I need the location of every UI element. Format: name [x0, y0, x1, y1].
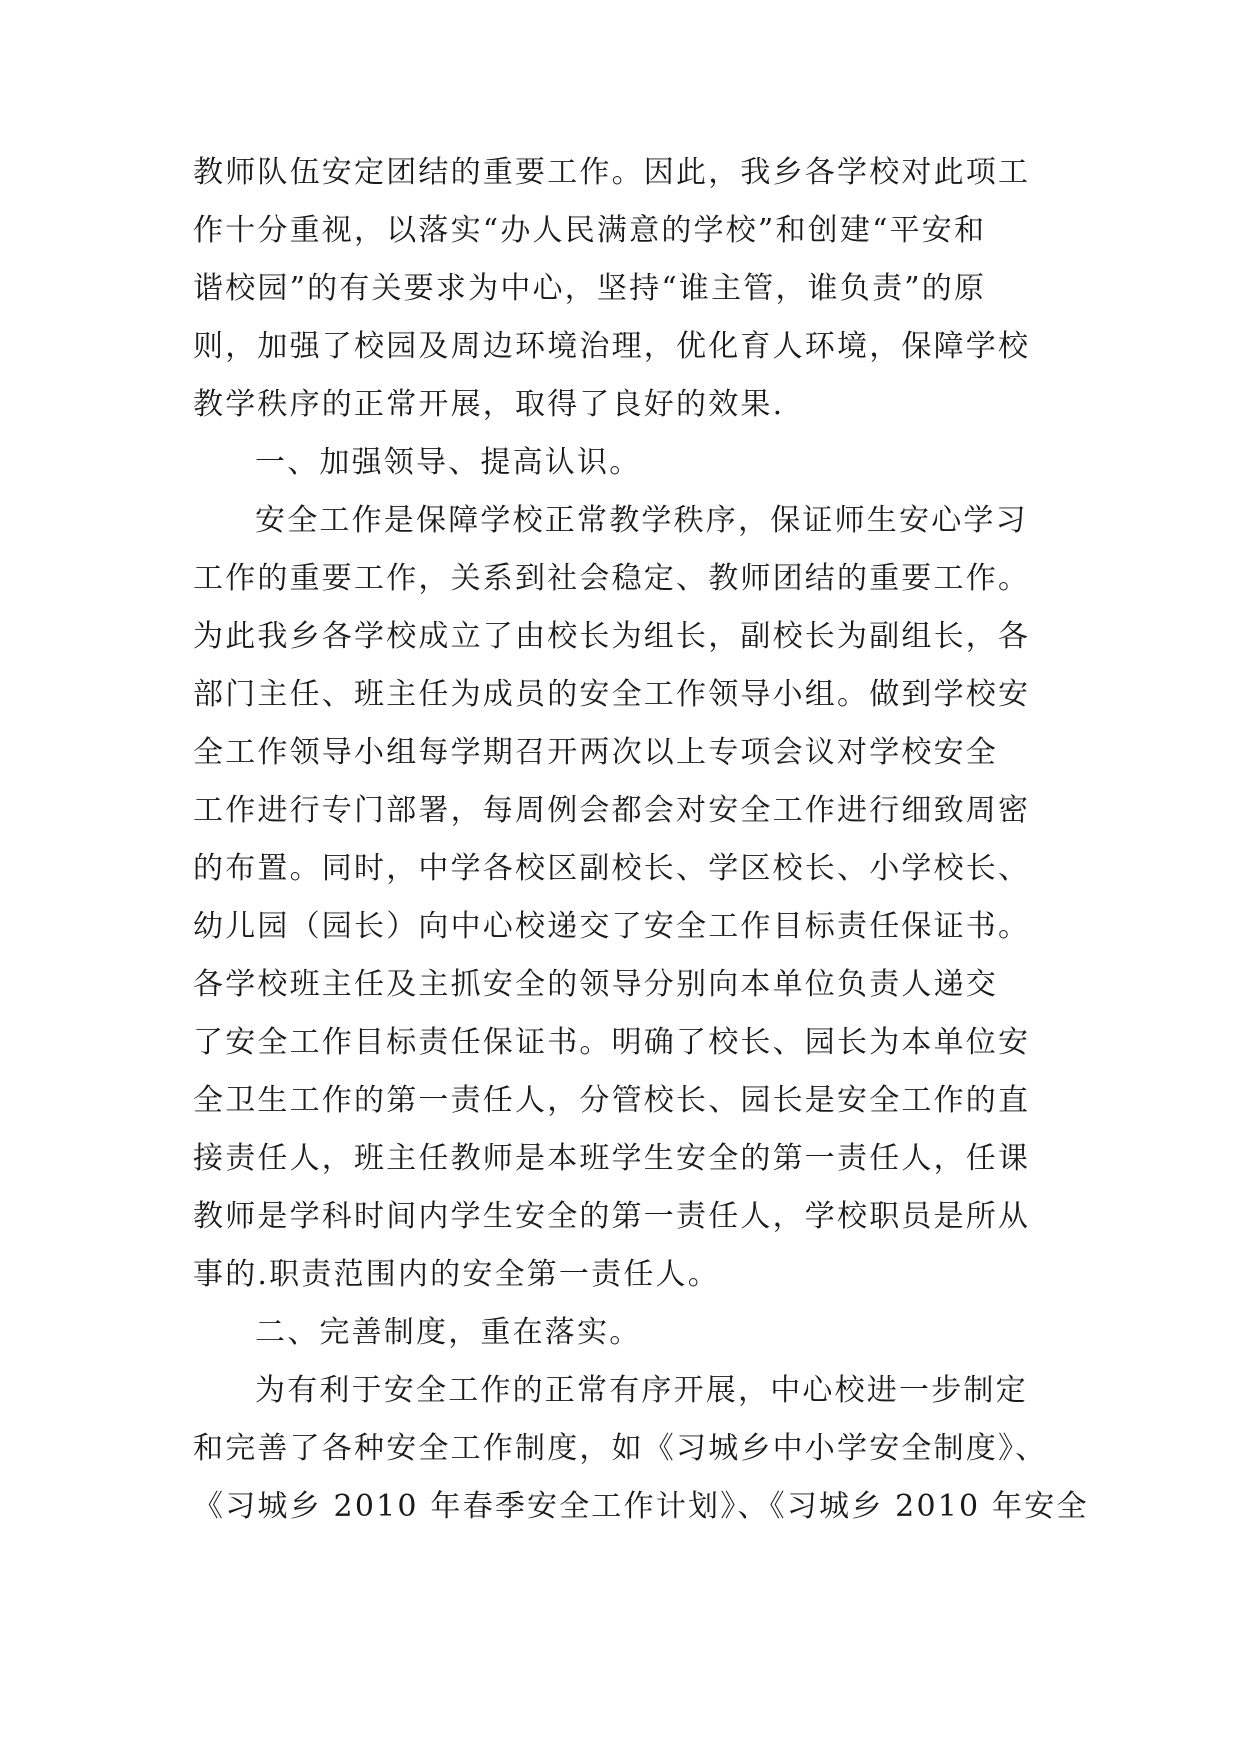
paragraph-line: 安全工作是保障学校正常教学秩序，保证师生安心学习: [255, 503, 1028, 538]
paragraph-line: 教师队伍安定团结的重要工作。因此，我乡各学校对此项工: [193, 155, 1031, 190]
paragraph-line: 谐校园”的有关要求为中心，坚持“谁主管，谁负责”的原: [193, 271, 987, 306]
paragraph-line: 部门主任、班主任为成员的安全工作领导小组。做到学校安: [193, 677, 1031, 712]
paragraph-line: 则，加强了校园及周边环境治理，优化育人环境，保障学校: [193, 329, 1031, 364]
paragraph-line: 的布置。同时，中学各校区副校长、学区校长、小学校长、: [193, 851, 1031, 886]
section-heading: 二、完善制度，重在落实。: [255, 1315, 642, 1350]
paragraph-line: 作十分重视，以落实“办人民满意的学校”和创建“平安和: [193, 213, 987, 248]
paragraph-line: 和完善了各种安全工作制度，如《习城乡中小学安全制度》、: [193, 1431, 1048, 1466]
paragraph-line: 教师是学科时间内学生安全的第一责任人，学校职员是所从: [193, 1199, 1031, 1234]
paragraph-line: 工作进行专门部署，每周例会都会对安全工作进行细致周密: [193, 793, 1031, 828]
paragraph-line: 全工作领导小组每学期召开两次以上专项会议对学校安全: [193, 735, 998, 770]
paragraph-line: 教学秩序的正常开展，取得了良好的效果.: [193, 387, 785, 422]
paragraph-line: 接责任人，班主任教师是本班学生安全的第一责任人，任课: [193, 1141, 1031, 1176]
paragraph-line: 《习城乡 2010 年春季安全工作计划》、《习城乡 2010 年安全: [193, 1489, 1089, 1524]
paragraph-line: 事的.职责范围内的安全第一责任人。: [193, 1257, 720, 1292]
paragraph-line: 全卫生工作的第一责任人，分管校长、园长是安全工作的直: [193, 1083, 1031, 1118]
paragraph-line: 为此我乡各学校成立了由校长为组长，副校长为副组长，各: [193, 619, 1031, 654]
paragraph-line: 了安全工作目标责任保证书。明确了校长、园长为本单位安: [193, 1025, 1031, 1060]
paragraph-line: 工作的重要工作，关系到社会稳定、教师团结的重要工作。: [193, 561, 1031, 596]
paragraph-line: 幼儿园（园长）向中心校递交了安全工作目标责任保证书。: [193, 909, 1031, 944]
paragraph-line: 各学校班主任及主抓安全的领导分别向本单位负责人递交: [193, 967, 998, 1002]
paragraph-line: 为有利于安全工作的正常有序开展，中心校进一步制定: [255, 1373, 1028, 1408]
section-heading: 一、加强领导、提高认识。: [255, 445, 642, 480]
